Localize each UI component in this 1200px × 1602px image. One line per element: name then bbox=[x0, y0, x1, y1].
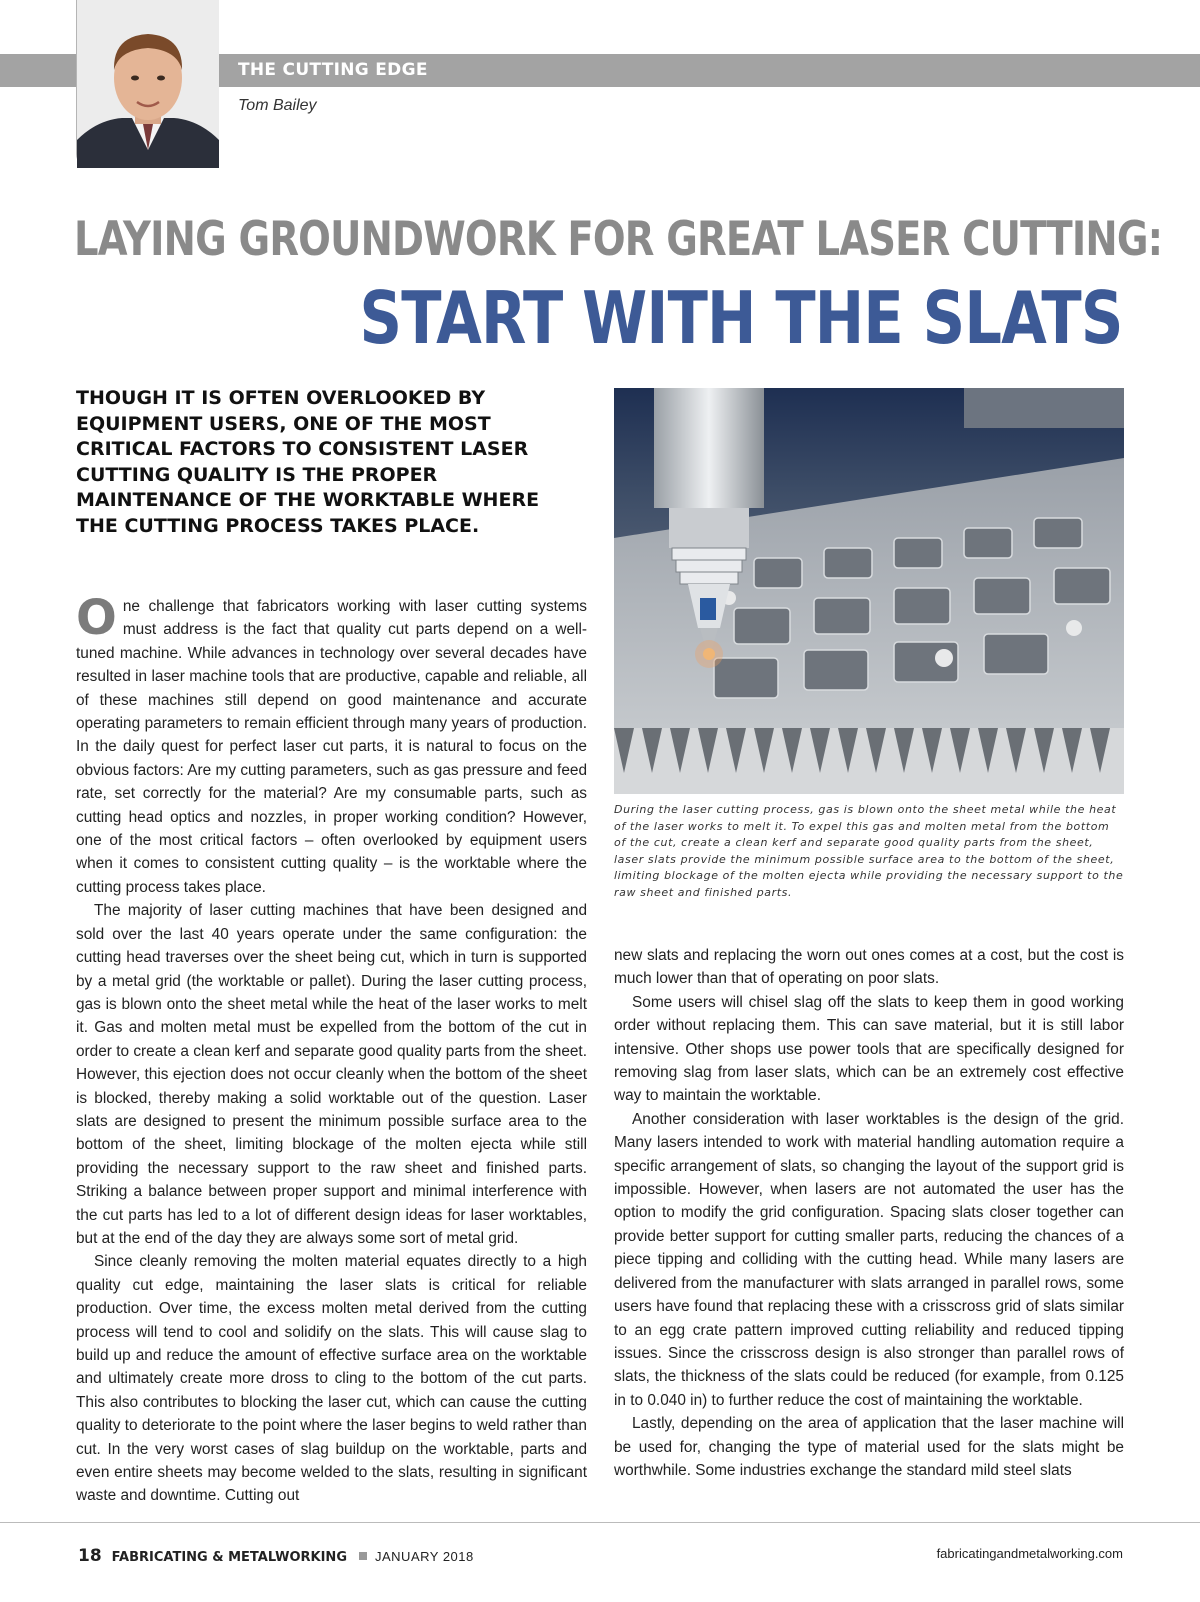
issue-date: JANUARY 2018 bbox=[375, 1549, 474, 1564]
paragraph-4: Some users will chisel slag off the slats to keep them in good working order without replacing them. This can save material, but it is still labor intensive. Other shops use power tools that are specifically designed for removing slag from laser slats, which can be an extremely cost effective way to maintain the worktable. bbox=[614, 993, 1124, 1105]
body-column-left bbox=[76, 590, 587, 1505]
laser-cutting-photo bbox=[614, 388, 1124, 794]
footer-rule bbox=[0, 1522, 1200, 1523]
paragraph-1-text: ne challenge that fabricators working with laser cutting systems must address is the fact that quality cut parts depend on a well-tuned machine. While advances in technology over several decades have resulted in laser machine tools that are productive, capable and reliable, all of these machines still depend on good maintenance and accurate operating parameters to remain efficient through many years of production. In the daily quest for perfect laser cut parts, it is natural to focus on the obvious factors: Are my cutting parameters, such as gas pressure and feed rate, set correctly for the material? Are my consumable parts, such as cutting head optics and nozzles, in proper working condition? However, one of the most critical factors – often overlooked by equipment users when it comes to consistent cutting quality – is the worktable where the cutting process takes place. bbox=[76, 598, 587, 896]
article-deck: THOUGH IT IS OFTEN OVERLOOKED BY EQUIPMENT USERS, ONE OF THE MOST CRITICAL FACTORS TO CONSISTENT LASER CUTTING QUALITY IS THE PROPER MAINTENANCE OF THE WORKTABLE WHERE THE CUTTING PROCESS TAKES PLACE. bbox=[76, 387, 540, 537]
separator-square-icon bbox=[359, 1552, 367, 1560]
website-link[interactable]: fabricatingandmetalworking.com bbox=[936, 1546, 1123, 1561]
headline-line-2: START WITH THE SLATS bbox=[359, 276, 1123, 360]
page-number: 18 bbox=[78, 1546, 102, 1566]
paragraph-2: The majority of laser cutting machines that have been designed and sold over the last 40 years operate under the same configuration: the cutting head traverses over the sheet being cut, which in turn is supported by a metal grid (the worktable or pallet). During the laser cutting process, gas is blown onto the sheet metal while the heat of the laser works to melt it. Gas and molten metal must be expelled from the bottom of the cut in order to create a clean kerf and separate good quality parts from the sheet. However, this ejection does not occur cleanly when the bottom of the sheet is blocked, thereby making a solid worktable out of the question. Laser slats are designed to present the minimum possible surface area to the bottom of the sheet, limiting blockage of the molten ejecta while still providing the necessary support to the raw sheet and finished parts. Striking a balance between proper support and minimal interference with the cut parts has led to a lot of different design ideas for laser worktables, but at the end of the day they are always some sort of metal grid. bbox=[76, 902, 587, 1247]
publication-name: FABRICATING & METALWORKING bbox=[111, 1550, 347, 1565]
body-column-right bbox=[614, 944, 1124, 1499]
author-photo bbox=[76, 0, 218, 168]
footer-left bbox=[78, 1546, 474, 1566]
drop-cap: O bbox=[76, 590, 117, 646]
paragraph-3-continued: new slats and replacing the worn out ones comes at a cost, but the cost is much lower than that of operating on poor slats. bbox=[614, 947, 1124, 988]
photo-caption: During the laser cutting process, gas is blown onto the sheet metal while the heat of the laser works to melt it. To expel this gas and molten metal from the bottom of the cut, create a clean kerf and separate good quality parts from the sheet, laser slats provide the minimum possible surface area to the bottom of the sheet, limiting blockage of the molten ejecta while providing the necessary support to the raw sheet and finished parts. bbox=[614, 803, 1124, 899]
section-title: THE CUTTING EDGE bbox=[238, 60, 428, 80]
paragraph-6: Lastly, depending on the area of application that the laser machine will be used for, changing the type of material used for the slats might be worthwhile. Some industries exchange the standard mild steel slats bbox=[614, 1415, 1124, 1479]
paragraph-5: Another consideration with laser worktables is the design of the grid. Many lasers intended to work with material handling automation require a specific arrangement of slats, so changing the layout of the support grid is impossible. However, when lasers are not automated the user has the option to modify the grid configuration. Spacing slats closer together can provide better support for cutting smaller parts, reducing the chances of a piece tipping and colliding with the cutting head. While many lasers are delivered from the manufacturer with slats arranged in parallel rows, some users have found that replacing these with a crisscross grid of slats similar to an egg crate pattern improved cutting reliability and reduced tipping issues. Since the crisscross design is also stronger than parallel rows of slats, the thickness of the slats could be reduced (for example, from 0.125 in to 0.040 in) to further reduce the cost of maintaining the worktable. bbox=[614, 1110, 1124, 1409]
author-byline: Tom Bailey bbox=[238, 97, 317, 114]
headline-line-1: LAYING GROUNDWORK FOR GREAT LASER CUTTING: bbox=[74, 212, 1163, 267]
paragraph-3: Since cleanly removing the molten material equates directly to a high quality cut edge, maintaining the laser slats is critical for reliable production. Over time, the excess molten metal derived from the cutting process will tend to cool and solidify on the slats. This will cause slag to build up and reduce the amount of effective surface area on the worktable and ultimately create more dross to cling to the bottom of the cut parts. This also contributes to blocking the laser cut, which can cause the cutting quality to deteriorate to the point where the laser begins to weld rather than cut. In the very worst cases of slag buildup on the worktable, parts and even entire sheets may become welded to the slats, resulting in significant waste and downtime. Cutting out bbox=[76, 1253, 587, 1505]
paragraph-1 bbox=[76, 590, 587, 899]
